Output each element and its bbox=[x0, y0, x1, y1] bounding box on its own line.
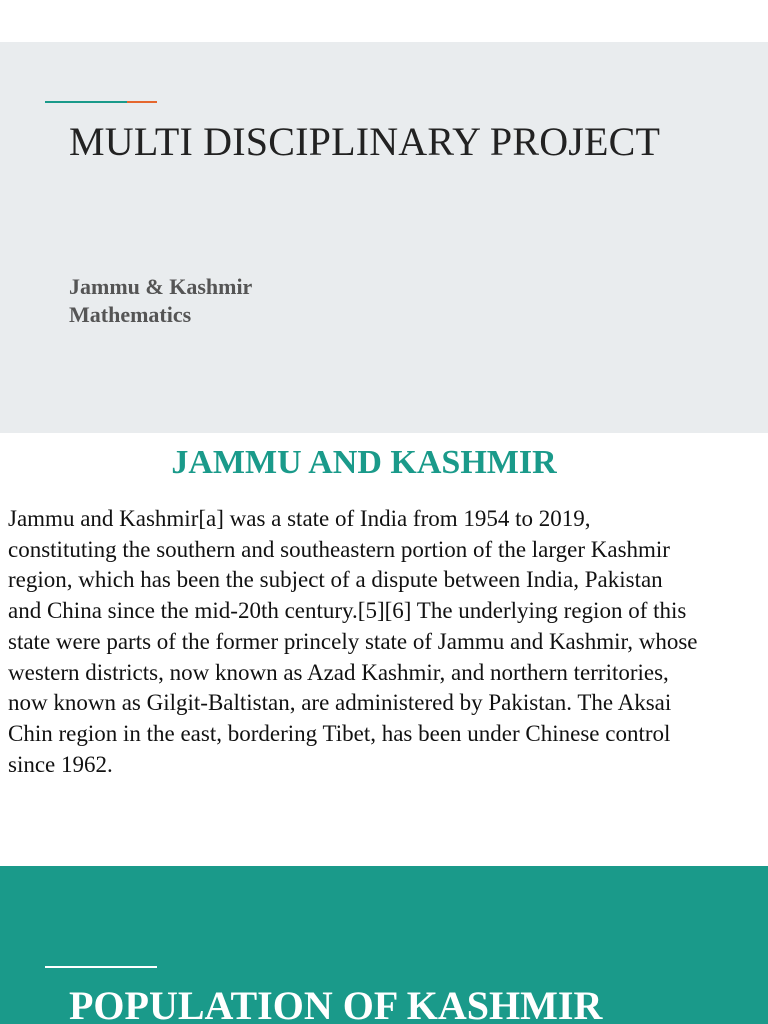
population-title: POPULATION OF KASHMIR bbox=[69, 983, 603, 1024]
section-heading: JAMMU AND KASHMIR bbox=[171, 444, 557, 481]
population-slide bbox=[0, 866, 768, 1024]
accent-teal-segment bbox=[45, 101, 127, 103]
subtitle-line-2: Mathematics bbox=[69, 302, 192, 327]
accent-orange-segment bbox=[127, 101, 157, 103]
slide-title: MULTI DISCIPLINARY PROJECT bbox=[69, 119, 661, 164]
title-accent-line bbox=[45, 101, 157, 103]
population-accent-line bbox=[45, 966, 157, 968]
title-slide bbox=[0, 42, 768, 433]
subtitle-line-1: Jammu & Kashmir bbox=[69, 274, 253, 299]
body-paragraph: Jammu and Kashmir[a] was a state of India from 1954 to 2019, constituting the southern and southeastern portion of the larger Kashmir region, which has been the subject of a dispute between India, Pakistan and China since the mid-20th century.[5][6] The underlying region of this state were parts of the former princely state of Jammu and Kashmir, whose western districts, now known as Azad Kashmir, and northern territories, now known as Gilgit-Baltistan, are administered by Pakistan. The Aksai Chin region in the east, bordering Tibet, has been under Chinese control since 1962. bbox=[8, 506, 698, 777]
slide-subtitle bbox=[69, 273, 252, 329]
